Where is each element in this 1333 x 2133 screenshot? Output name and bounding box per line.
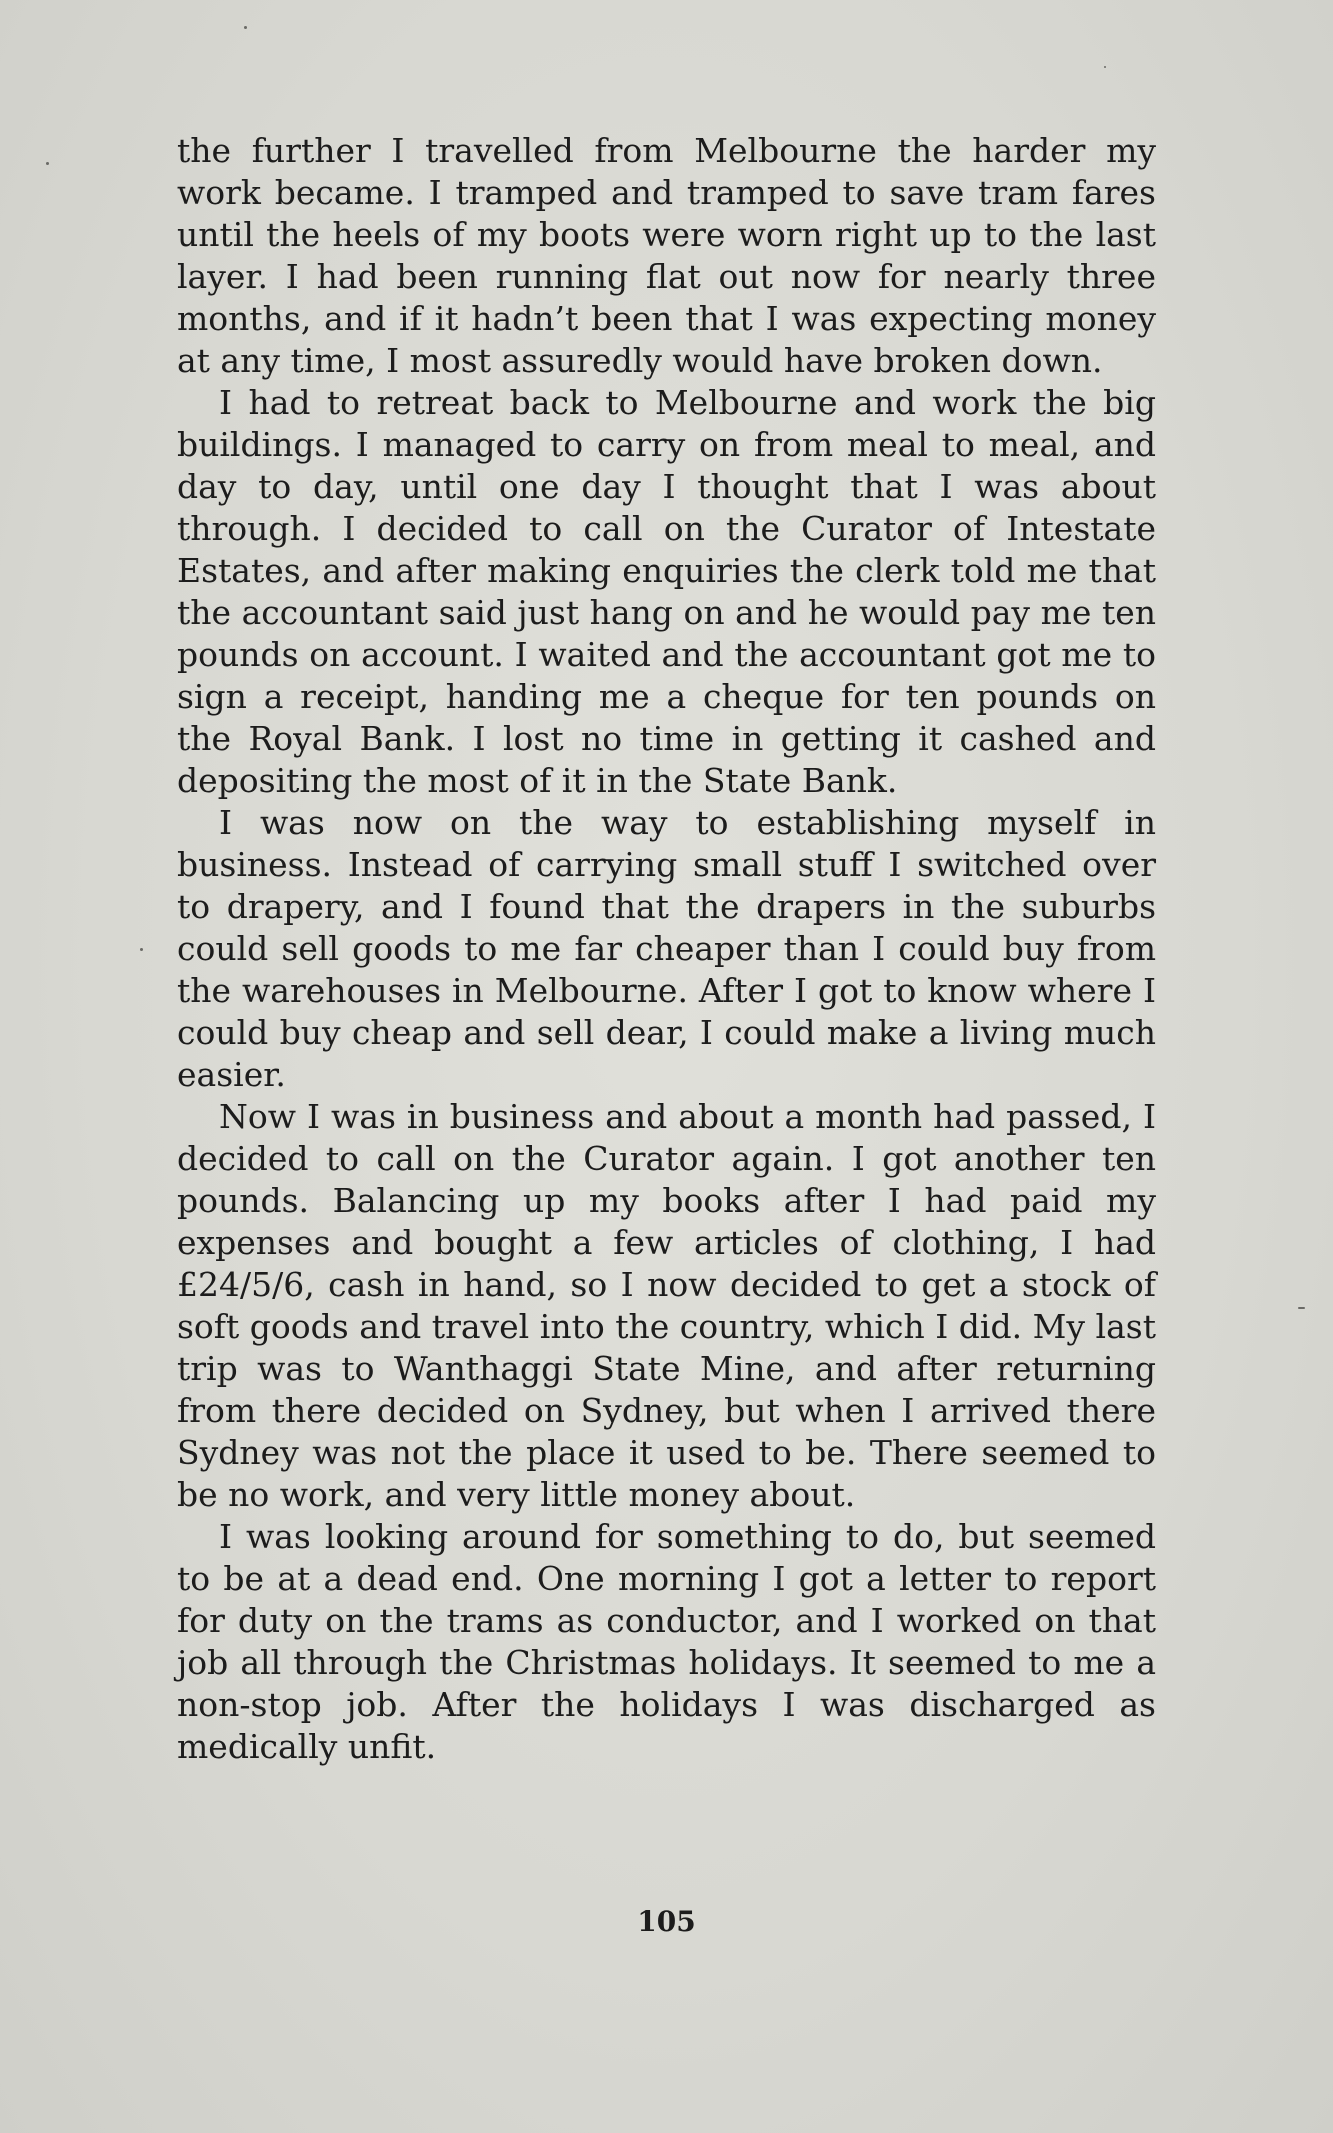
- paper-speck: [1298, 1307, 1305, 1309]
- paper-speck: [140, 948, 143, 951]
- page-number: 105: [637, 1905, 696, 1938]
- paragraph-1: the further I travelled from Melbourne the harder my work became. I tramped and tramped to save tram fares until the heels of my boots were worn right up to the last layer. I had been running flat out now for nearly three months, and if it hadn’t been that I was expecting money at any time, I most assuredly would have broken down.: [177, 131, 1156, 380]
- paper-speck: [1104, 66, 1106, 68]
- paragraph-5: I was looking around for something to do, but seemed to be at a dead end. One morning I got a letter to report for duty on the trams as conductor, and I worked on that job all through the Christmas holidays. It seemed to me a non-stop job. After the holidays I was discharged as medically unfit.: [177, 1517, 1156, 1766]
- body-text: [177, 130, 1156, 1768]
- paragraph-2: I had to retreat back to Melbourne and work the big buildings. I managed to carry on from meal to meal, and day to day, until one day I thought that I was about through. I decided to call on the Curator of Intestate Estates, and after making enquiries the clerk told me that the accountant said just hang on and he would pay me ten pounds on account. I waited and the accountant got me to sign a receipt, handing me a cheque for ten pounds on the Royal Bank. I lost no time in getting it cashed and depositing the most of it in the State Bank.: [177, 383, 1156, 800]
- paper-speck: [46, 162, 49, 165]
- paragraph-3: I was now on the way to establishing myself in business. Instead of carrying small stuff I switched over to drapery, and I found that the drapers in the suburbs could sell goods to me far cheaper than I could buy from the warehouses in Melbourne. After I got to know where I could buy cheap and sell dear, I could make a living much easier.: [177, 803, 1156, 1094]
- paragraph-4: Now I was in business and about a month had passed, I decided to call on the Curator again. I got another ten pounds. Balancing up my books after I had paid my expenses and bought a few articles of clothing, I had £24/5/6, cash in hand, so I now decided to get a stock of soft goods and travel into the country, which I did. My last trip was to Wanthaggi State Mine, and after returning from there decided on Sydney, but when I arrived there Sydney was not the place it used to be. There seemed to be no work, and very little money about.: [177, 1097, 1156, 1514]
- paper-speck: [244, 26, 247, 29]
